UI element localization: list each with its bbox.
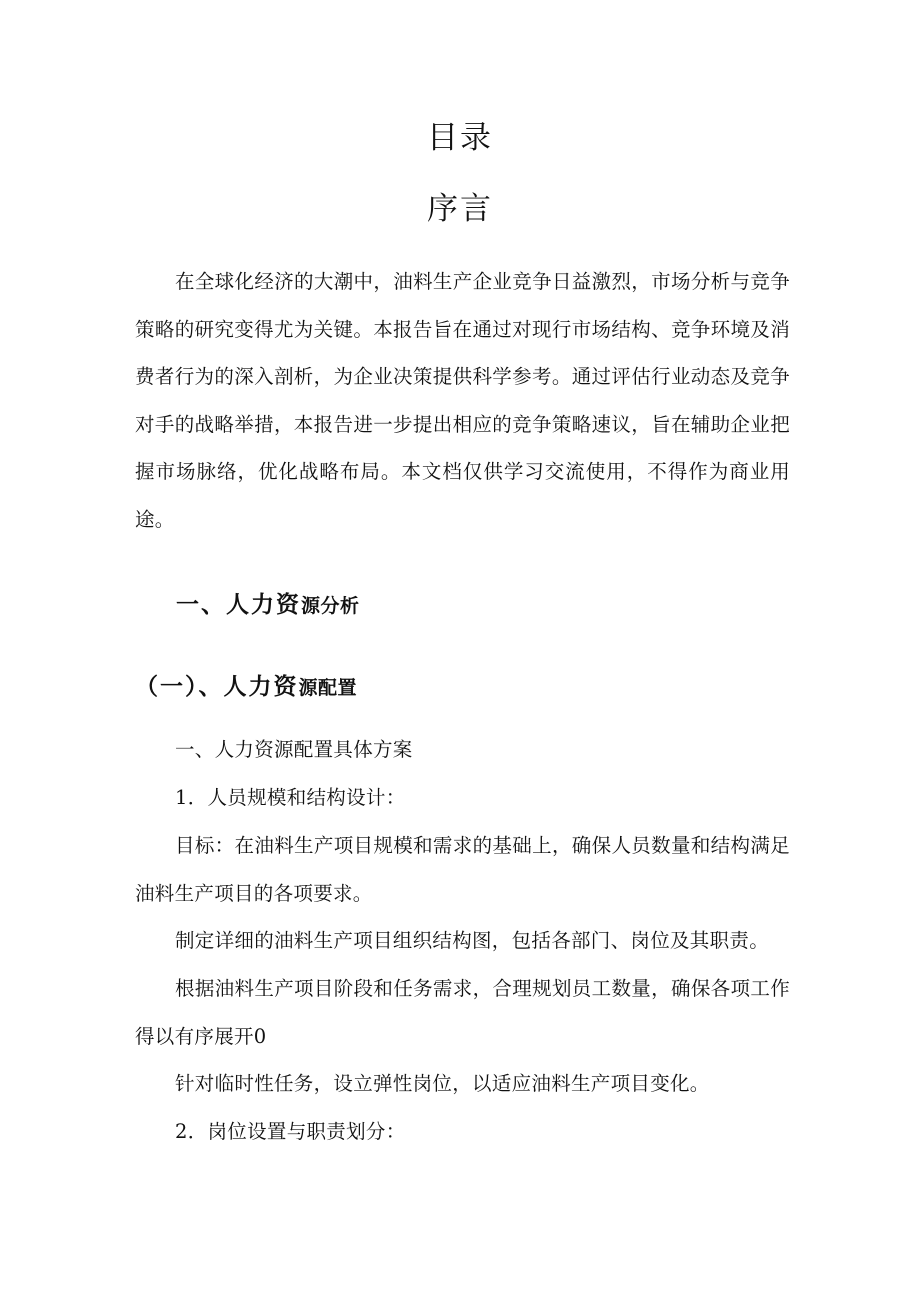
org-chart-paragraph: 制定详细的油料生产项目组织结构图，包括各部门、岗位及其职责。 [175,929,770,952]
subsection-heading-tail: 源配置 [298,677,358,699]
item-2-title: 2．岗位设置与职责划分： [175,1120,406,1143]
subsection-heading-main: （一）、人力资 [135,673,299,700]
preface-title: 序言 [427,191,493,227]
section-heading-main: 一、人力资 [176,591,301,618]
item-1-title: 1．人员规模和结构设计： [175,786,406,809]
toc-title: 目录 [427,120,493,156]
flexible-paragraph: 针对临时性任务，设立弹性岗位，以适应油料生产项目变化。 [175,1072,710,1095]
section-heading-hr-analysis [176,586,360,619]
goal-paragraph: 目标：在油料生产项目规模和需求的基础上，确保人员数量和结构满足油料生产项目的各项要求。 [135,834,790,905]
plan-title: 一、人力资源配置具体方案 [175,738,413,761]
preface-body: 在全球化经济的大潮中，油料生产企业竞争日益激烈，市场分析与竞争策略的研究变得尤为关键。本报告旨在通过对现行市场结构、竞争环境及消费者行为的深入剖析，为企业决策提供科学参考。通过评估行业动态及竞争对手的战略举措，本报告进一步提出相应的竞争策略速议，旨在辅助企业把握市场脉络，优化战略布局。本文档仅供学习交流使用，不得作为商业用途。 [135,270,790,531]
staffing-paragraph: 根据油料生产项目阶段和任务需求，合理规划员工数量，确保各项工作得以有序展开0 [135,977,790,1048]
section-heading-tail: 源分析 [301,595,360,617]
subsection-heading-hr-allocation [135,668,357,701]
